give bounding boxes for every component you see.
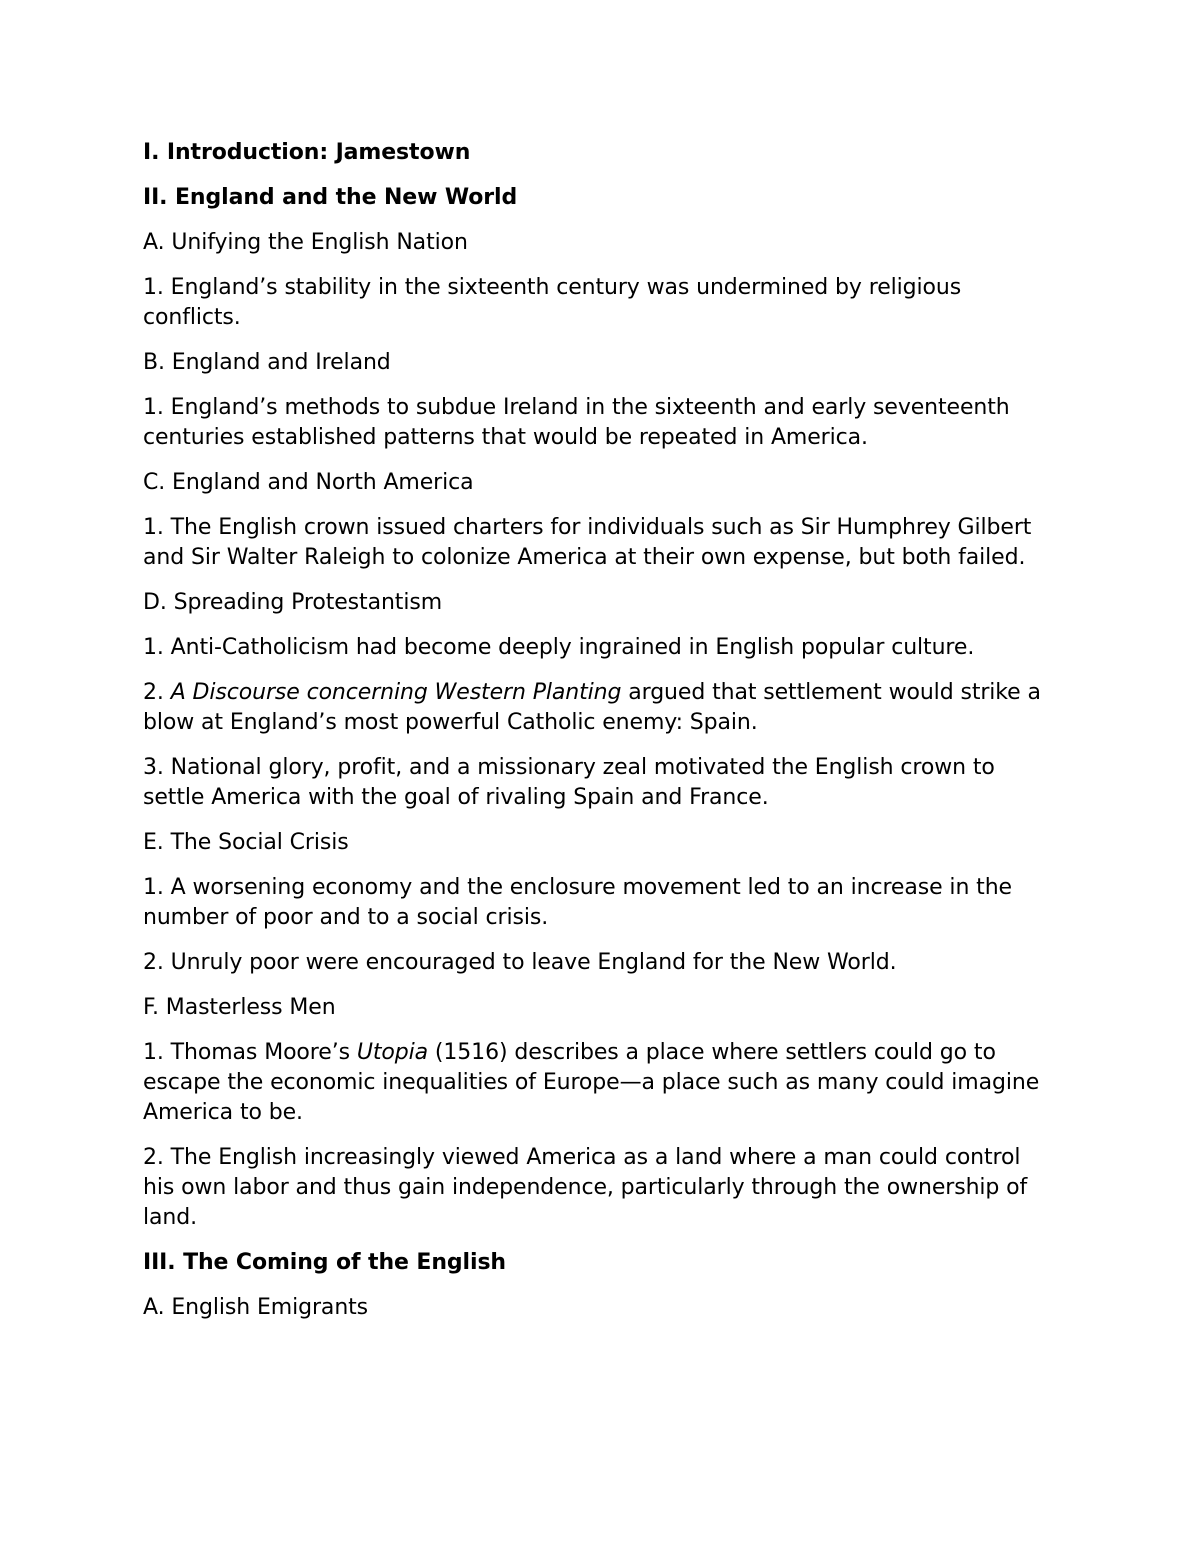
point-masterless-2: 2. The English increasingly viewed America as a land where a man could control his own labor and thus gain independence, particularly through the ownership of land. xyxy=(143,1145,1028,1230)
point-protestantism-2 xyxy=(143,678,1055,738)
document-page xyxy=(143,138,1055,1338)
point-text: 1. Thomas Moore’s xyxy=(143,1040,357,1065)
book-title: Utopia xyxy=(356,1040,428,1065)
point-north-america-1: 1. The English crown issued charters for individuals such as Sir Humphrey Gilbert and Sir Walter Raleigh to colonize America at their own expense, but both failed. xyxy=(143,515,1032,570)
point-unifying-1: 1. England’s stability in the sixteenth century was undermined by religious conflicts. xyxy=(143,275,962,330)
heading-coming-of-english: III. The Coming of the English xyxy=(143,1250,506,1275)
book-title: A Discourse concerning Western Planting xyxy=(170,680,622,705)
subheading-masterless-men: F. Masterless Men xyxy=(143,995,336,1020)
subheading-protestantism: D. Spreading Protestantism xyxy=(143,590,443,615)
subheading-north-america: C. England and North America xyxy=(143,470,474,495)
point-protestantism-3: 3. National glory, profit, and a missionary zeal motivated the English crown to settle America with the goal of rivaling Spain and France. xyxy=(143,755,995,810)
point-text: (1516) describes a place where settlers could go to escape the economic inequalities of Europe—a place such as many could imagine America to be. xyxy=(143,1040,1040,1125)
subheading-english-emigrants: A. English Emigrants xyxy=(143,1295,369,1320)
point-text: argued that settlement would strike a blow at England’s most powerful Catholic enemy: Spain. xyxy=(143,680,1041,735)
subheading-unifying: A. Unifying the English Nation xyxy=(143,230,468,255)
heading-introduction: I. Introduction: Jamestown xyxy=(143,140,471,165)
point-social-crisis-1: 1. A worsening economy and the enclosure movement led to an increase in the number of poor and to a social crisis. xyxy=(143,875,1012,930)
point-number: 2. xyxy=(143,680,171,705)
subheading-social-crisis: E. The Social Crisis xyxy=(143,830,349,855)
point-social-crisis-2: 2. Unruly poor were encouraged to leave England for the New World. xyxy=(143,950,897,975)
heading-england-new-world: II. England and the New World xyxy=(143,185,518,210)
point-masterless-1 xyxy=(143,1038,1055,1128)
point-ireland-1: 1. England’s methods to subdue Ireland in the sixteenth and early seventeenth centuries established patterns that would be repeated in America. xyxy=(143,395,1010,450)
point-protestantism-1: 1. Anti-Catholicism had become deeply ingrained in English popular culture. xyxy=(143,635,975,660)
subheading-ireland: B. England and Ireland xyxy=(143,350,391,375)
